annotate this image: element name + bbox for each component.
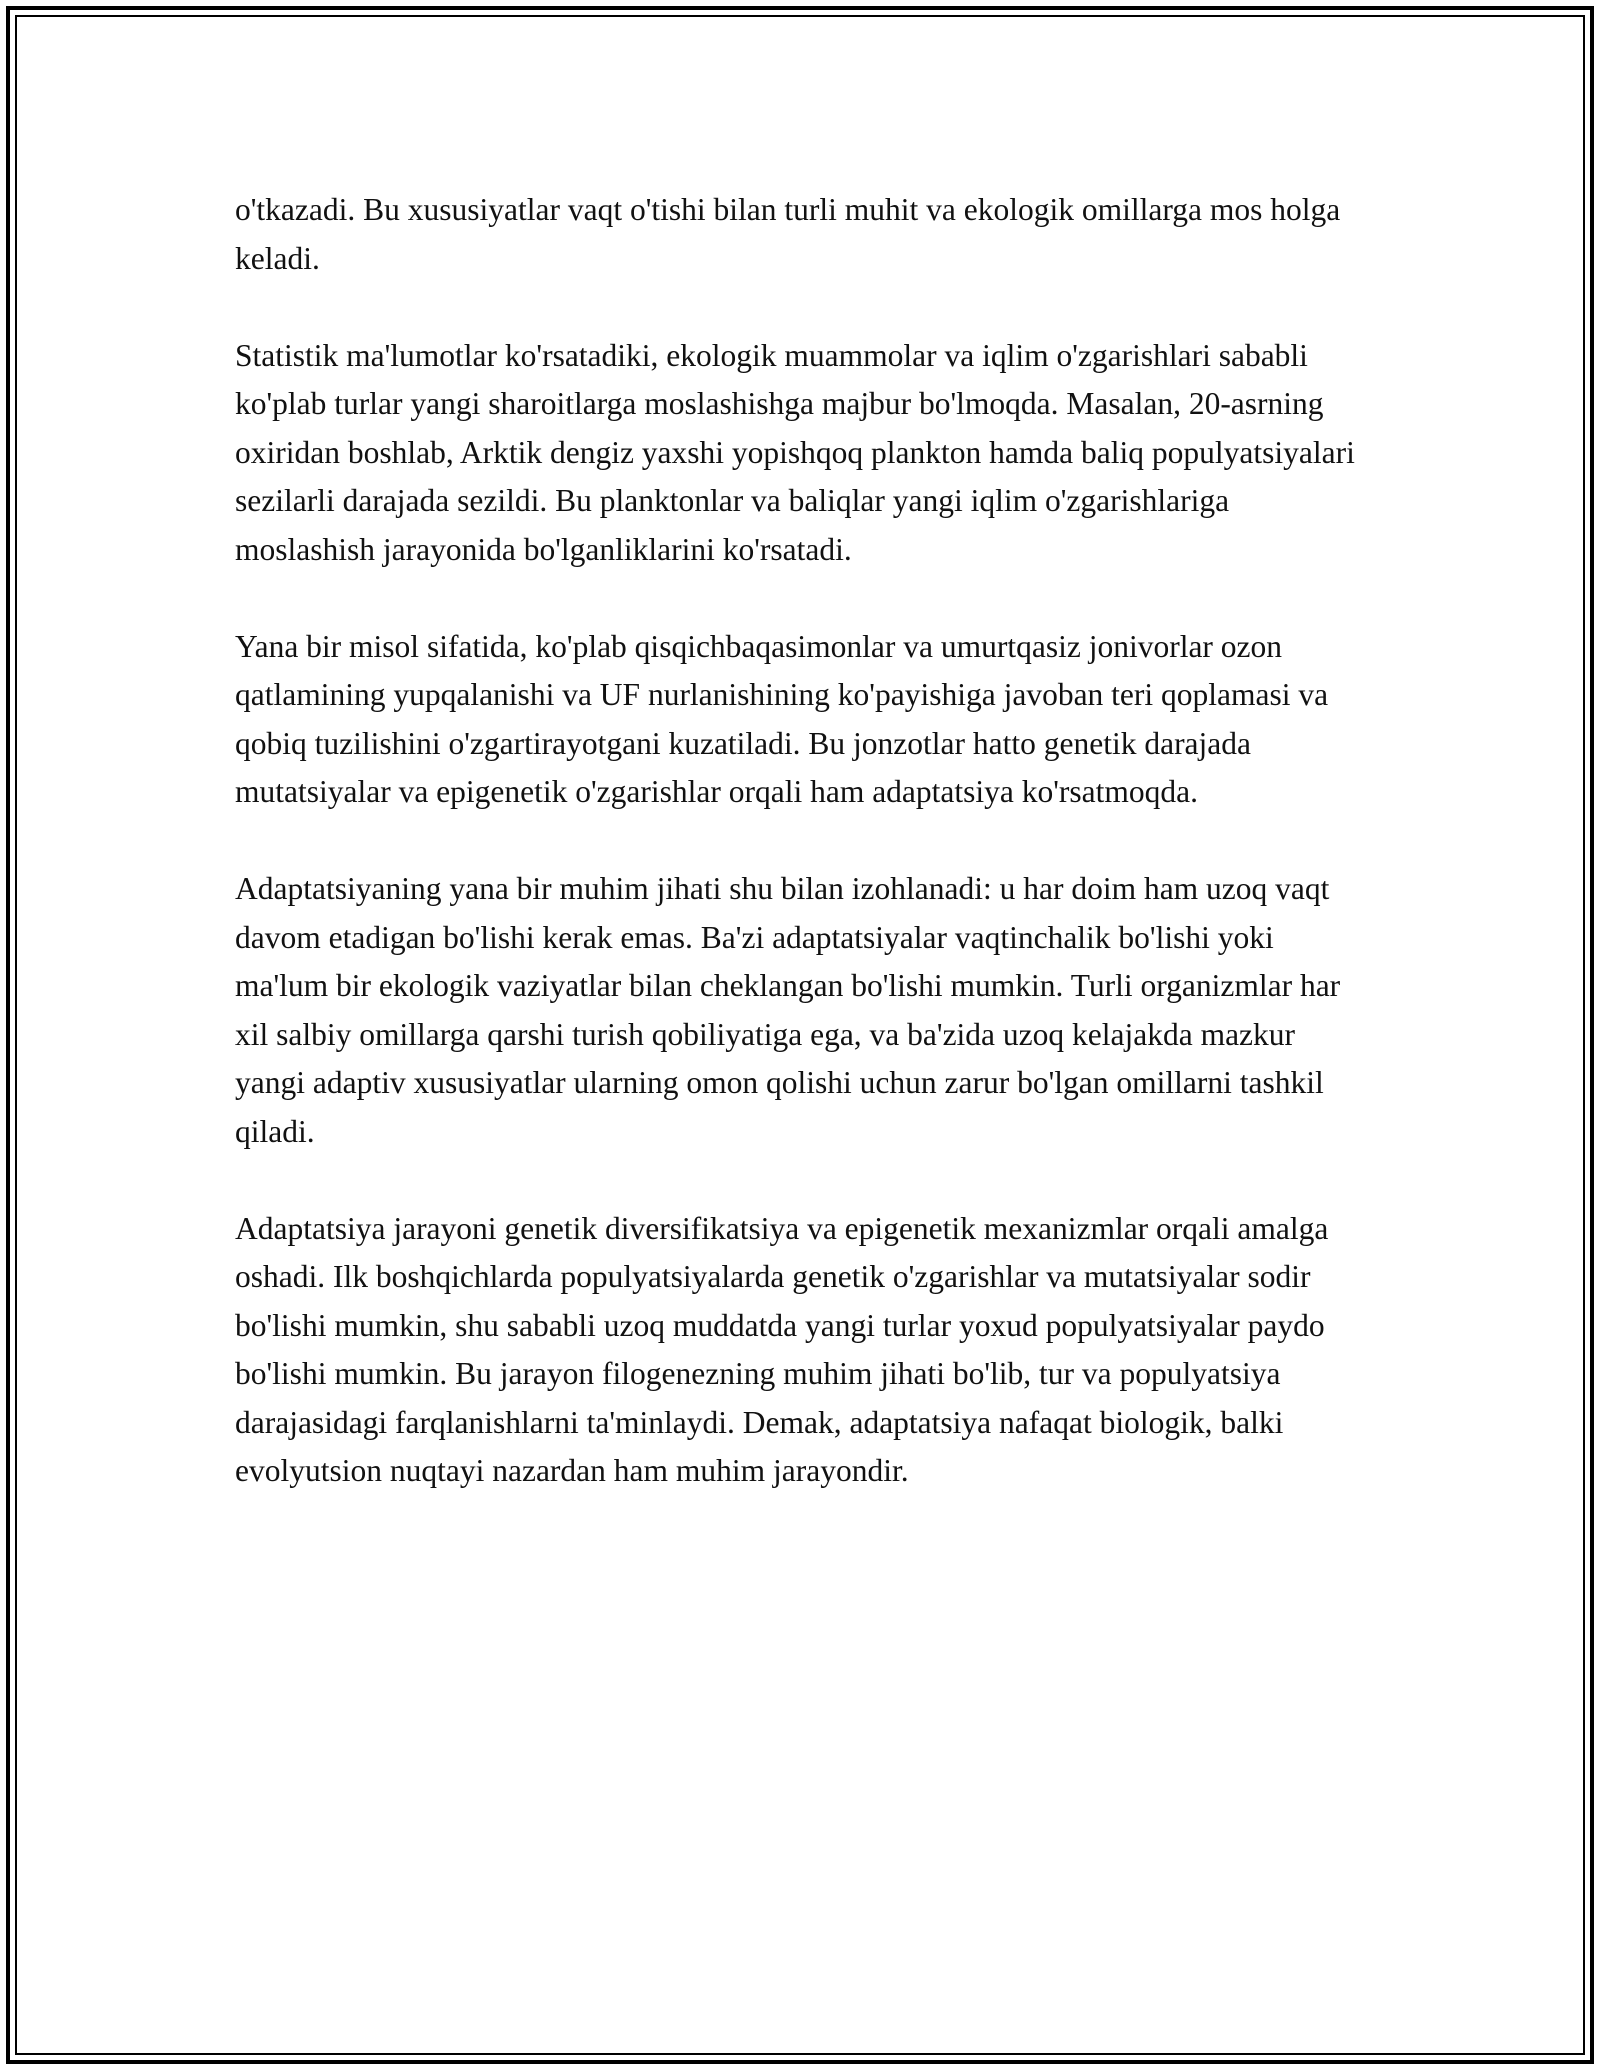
paragraph-5: Adaptatsiya jarayoni genetik diversifikatsiya va epigenetik mexanizmlar orqali amalga oshadi. Ilk boshqichlarda populyatsiyalarda genetik o'zgarishlar va mutatsiyalar sodir bo'lishi mumkin, shu sababli uzoq muddatda yangi turlar yoxud populyatsiyalar paydo bo'lishi mumkin. Bu jarayon filogenezning muhim jihati bo'lib, tur va populyatsiya darajasidagi farqlanishlarni ta'minlaydi. Demak, adaptatsiya nafaqat biologik, balki evolyutsion nuqtayi nazardan ham muhim jarayondir. — [235, 1210, 1329, 1488]
document-body — [235, 186, 1370, 1544]
paragraph-2: Statistik ma'lumotlar ko'rsatadiki, ekologik muammolar va iqlim o'zgarishlari sababli ko'plab turlar yangi sharoitlarga moslashishga majbur bo'lmoqda. Masalan, 20-asrning oxiridan boshlab, Arktik dengiz yaxshi yopishqoq plankton hamda baliq populyatsiyalari sezilarli darajada sezildi. Bu planktonlar va baliqlar yangi iqlim o'zgarishlariga moslashish jarayonida bo'lganliklarini ko'rsatadi. — [235, 337, 1355, 567]
paragraph-3: Yana bir misol sifatida, ko'plab qisqichbaqasimonlar va umurtqasiz jonivorlar ozon qatlamining yupqalanishi va UF nurlanishining ko'payishiga javoban teri qoplamasi va qobiq tuzilishini o'zgartirayotgani kuzatiladi. Bu jonzotlar hatto genetik darajada mutatsiyalar va epigenetik o'zgarishlar orqali ham adaptatsiya ko'rsatmoqda. — [235, 628, 1329, 809]
paragraph-1: o'tkazadi. Bu xususiyatlar vaqt o'tishi bilan turli muhit va ekologik omillarga mos holga keladi. — [235, 192, 1341, 276]
paragraph-4: Adaptatsiyaning yana bir muhim jihati shu bilan izohlanadi: u har doim ham uzoq vaqt davom etadigan bo'lishi kerak emas. Ba'zi adaptatsiyalar vaqtinchalik bo'lishi yoki ma'lum bir ekologik vaziyatlar bilan cheklangan bo'lishi mumkin. Turli organizmlar har xil salbiy omillarga qarshi turish qobiliyatiga ega, va ba'zida uzoq kelajakda mazkur yangi adaptiv xususiyatlar ularning omon qolishi uchun zarur bo'lgan omillarni tashkil qiladi. — [235, 871, 1341, 1149]
